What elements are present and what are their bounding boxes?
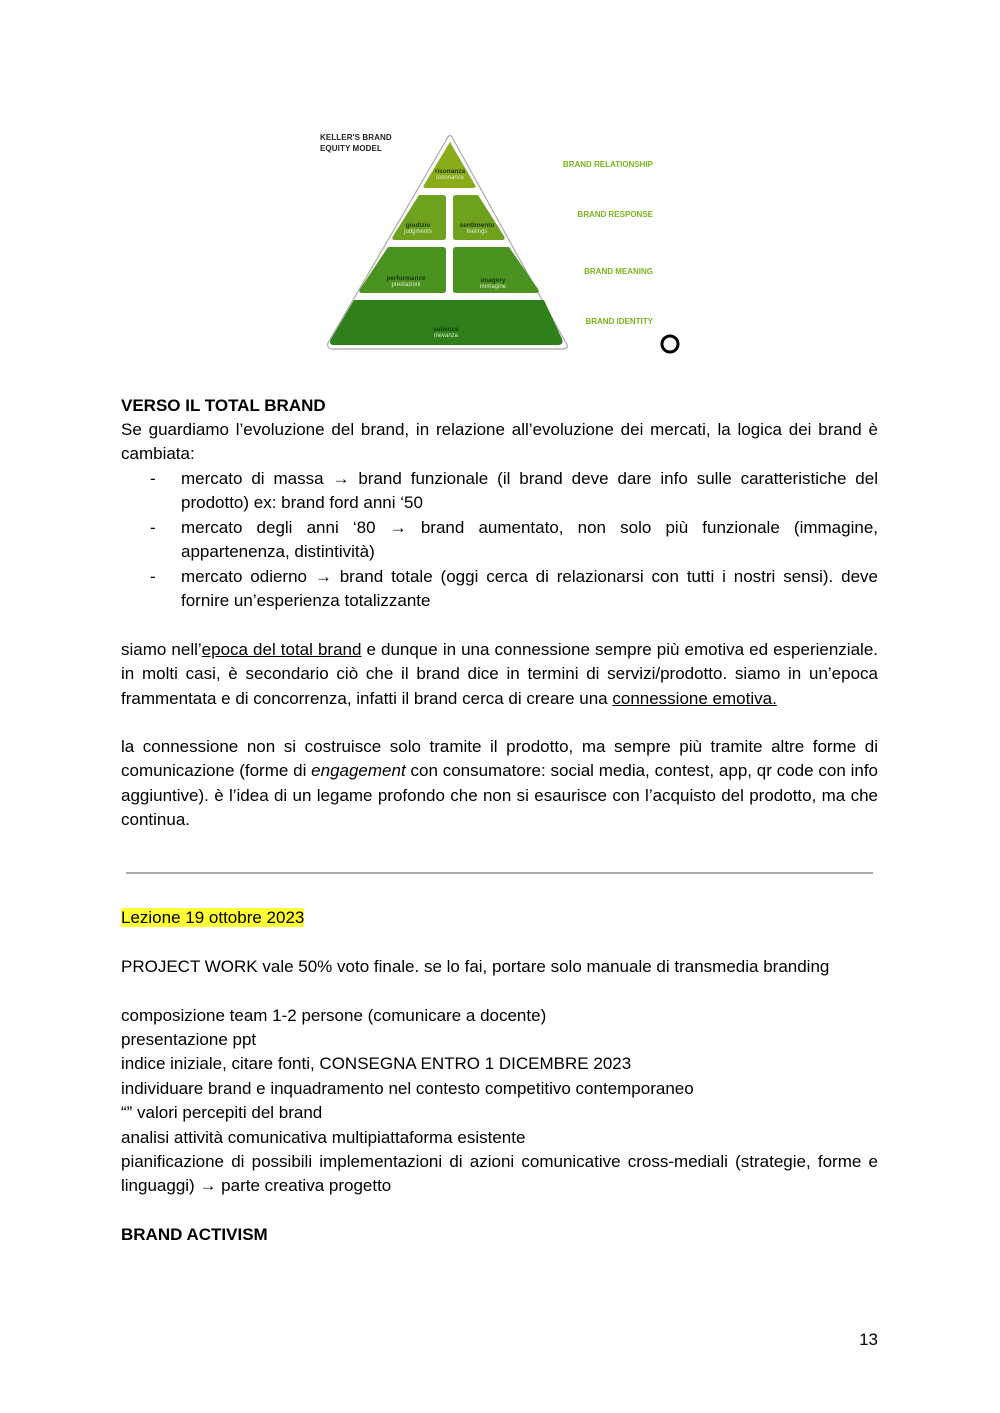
underlined-phrase: epoca del total brand bbox=[201, 640, 362, 659]
ppt-line: presentazione ppt bbox=[121, 1030, 257, 1049]
analysis-line: analisi attività comunicativa multipiattaforma esistente bbox=[121, 1128, 526, 1147]
figure-title bbox=[320, 132, 392, 154]
level-label-response: BRAND RESPONSE bbox=[577, 210, 653, 219]
values-line: “” valori percepiti del brand bbox=[121, 1103, 323, 1122]
block-top-en: resonance bbox=[435, 175, 465, 181]
text-run: con consumatore: social media, contest, app, qr code con info aggiuntive). è l’idea di un legame profondo che non si esaurisce con l’acquisto del prodotto, ma che continua. bbox=[121, 761, 878, 830]
list-item-text: mercato odierno → brand totale (oggi cerca di relazionarsi con tutti i nostri sensi). deve fornire un’esperienza totalizzante bbox=[181, 566, 878, 611]
block-mid-right-it: sentimento bbox=[459, 222, 495, 229]
underlined-phrase: connessione emotiva. bbox=[612, 688, 777, 708]
block-low-left-it: performance bbox=[386, 275, 426, 282]
text-run: e dunque in una connessione sempre più emotiva ed esperienziale. in molti casi, è secondario ciò che il brand dice in termini di servizi/prodotto. siamo in un’epoca frammentata e di concorrenza, infatti il brand cerca di creare una bbox=[121, 640, 878, 708]
section-heading-total-brand: VERSO IL TOTAL BRAND bbox=[121, 396, 326, 415]
highlighted-lesson-date: Lezione 19 ottobre 2023 bbox=[121, 908, 305, 927]
engagement-paragraph bbox=[121, 735, 878, 833]
list-item bbox=[121, 467, 878, 516]
block-top-it: risonanza bbox=[434, 168, 466, 175]
block-label-base bbox=[406, 326, 486, 340]
index-line: indice iniziale, citare fonti, CONSEGNA ENTRO 1 DICEMBRE 2023 bbox=[121, 1054, 632, 1073]
block-base-it: salience bbox=[433, 326, 459, 333]
block-mid-left-it: giudizio bbox=[405, 222, 431, 229]
circle-icon bbox=[662, 336, 678, 352]
block-label-mid-left bbox=[388, 222, 448, 236]
page-number: 13 bbox=[859, 1330, 878, 1349]
block-label-mid-right bbox=[447, 222, 507, 236]
figure-title-line-2: EQUITY MODEL bbox=[320, 144, 382, 153]
list-item-text: mercato di massa → brand funzionale (il brand deve dare info sulle caratteristiche del prodotto) ex: brand ford anni ‘50 bbox=[181, 469, 878, 513]
list-dash: - bbox=[150, 469, 156, 488]
intro-paragraph: Se guardiamo l’evoluzione del brand, in relazione all’evoluzione dei mercati, la logica dei brand è cambiata: bbox=[121, 420, 878, 464]
list-dash: - bbox=[150, 566, 156, 586]
block-mid-right-en: feelings bbox=[466, 229, 488, 235]
level-label-relationship: BRAND RELATIONSHIP bbox=[562, 160, 653, 169]
block-low-right-it: imagery bbox=[480, 277, 506, 284]
team-line: composizione team 1-2 persone (comunicare a docente) bbox=[121, 1006, 547, 1025]
list-dash: - bbox=[150, 517, 156, 537]
list-item bbox=[121, 516, 878, 565]
total-brand-paragraph bbox=[121, 638, 878, 711]
block-label-low-left bbox=[366, 275, 446, 289]
lesson-date-line bbox=[121, 906, 878, 930]
horizontal-divider bbox=[126, 872, 873, 874]
project-work-line: PROJECT WORK vale 50% voto finale. se lo fai, portare solo manuale di transmedia branding bbox=[121, 957, 830, 976]
keller-brand-equity-figure bbox=[310, 125, 690, 360]
list-item-text: mercato degli anni ‘80 → brand aumentato, non solo più funzionale (immagine, appartenenza, distintività) bbox=[181, 517, 878, 562]
block-low-left-en: prestazioni bbox=[391, 282, 421, 288]
block-low-right-en: immagine bbox=[479, 284, 506, 290]
planning-line: pianificazione di possibili implementazioni di azioni comunicative cross-mediali (strategie, forme e linguaggi) → parte creativa progetto bbox=[121, 1152, 878, 1196]
text-run: siamo nell’ bbox=[121, 640, 202, 659]
list-item bbox=[121, 565, 878, 614]
brand-context-line: individuare brand e inquadramento nel contesto competitivo contemporaneo bbox=[121, 1079, 694, 1098]
italic-phrase: engagement bbox=[311, 761, 406, 781]
section-heading-brand-activism: BRAND ACTIVISM bbox=[121, 1225, 268, 1244]
market-evolution-list bbox=[121, 467, 878, 613]
figure-title-line-1: KELLER'S BRAND bbox=[320, 133, 392, 142]
text-run: la connessione non si costruisce solo tramite il prodotto, ma sempre più tramite altre forme di comunicazione (forme di bbox=[121, 737, 878, 781]
block-base-en: rilevanza bbox=[433, 333, 458, 339]
block-label-top bbox=[420, 168, 480, 182]
level-label-identity: BRAND IDENTITY bbox=[585, 317, 653, 326]
block-mid-left-en: judgments bbox=[404, 229, 432, 235]
block-label-low-right bbox=[453, 277, 533, 291]
level-label-meaning: BRAND MEANING bbox=[584, 267, 653, 276]
